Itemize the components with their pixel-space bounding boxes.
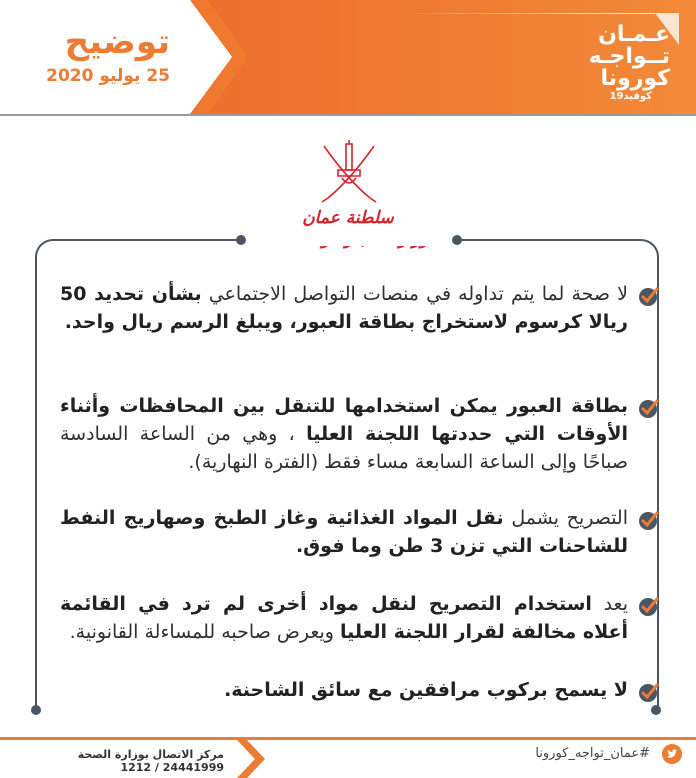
frame-gap bbox=[243, 230, 455, 246]
emphasis-text: لا يسمح بركوب مرافقين مع سائق الشاحنة. bbox=[224, 679, 628, 701]
emphasis-text: استخدام التصريح لنقل مواد أخرى لم ترد في القائمة أعلاه مخالفة لقرار اللجنة العليا bbox=[60, 593, 628, 643]
list-item bbox=[60, 280, 660, 336]
footer-divider bbox=[0, 737, 696, 740]
logo-line-2: تــواجـه bbox=[588, 44, 670, 69]
footer-chevron bbox=[237, 740, 265, 778]
body-text: التصريح يشمل bbox=[503, 507, 628, 529]
page-title: توضيح bbox=[64, 22, 170, 62]
logo-line-1: عـمـان bbox=[598, 22, 670, 47]
page-date: 25 يوليو 2020 bbox=[46, 66, 170, 86]
frame-dot-bottom-right bbox=[651, 705, 661, 715]
list-item bbox=[60, 392, 660, 476]
body-text: لا صحة لما يتم تداوله في منصات التواصل الاجتماعي bbox=[201, 283, 628, 305]
frame-dot-left bbox=[236, 235, 246, 245]
body-text: ويعرض صاحبه للمساءلة القانونية. bbox=[69, 621, 340, 643]
contact-center: مركز الاتصال بوزارة الصحة 24441999 / 1212 bbox=[77, 748, 224, 774]
body-text: يعد bbox=[591, 593, 628, 615]
emphasis-text: بطاقة العبور يمكن استخدامها للتنقل بين المحافظات وأثناء الأوقات التي حددتها اللجنة العليا bbox=[60, 395, 628, 445]
oman-emblem-icon bbox=[318, 140, 380, 206]
list-item bbox=[60, 676, 660, 704]
checkmark-icon bbox=[638, 397, 660, 419]
header-divider bbox=[0, 114, 696, 116]
logo-line-4: كوفيد19 bbox=[609, 91, 652, 102]
emphasis-text: بشأن تحديد 50 ريالا كرسوم لاستخراج بطاقة العبور، ويبلغ الرسم ريال واحد. bbox=[60, 283, 628, 333]
body-text: ، وهي من الساعة السادسة صباحًا وإلى الساعة السابعة مساء فقط (الفترة النهارية). bbox=[60, 423, 628, 473]
checkmark-icon bbox=[638, 595, 660, 617]
list-item bbox=[60, 504, 660, 560]
emphasis-text: نقل المواد الغذائية وغاز الطبخ وصهاريج النفط للشاحنات التي تزن 3 طن وما فوق. bbox=[60, 507, 628, 557]
checkmark-icon bbox=[638, 509, 660, 531]
logo-line-3: كورونا bbox=[600, 66, 670, 91]
twitter-icon[interactable] bbox=[662, 744, 682, 764]
frame-dot-bottom-left bbox=[31, 705, 41, 715]
list-item bbox=[60, 590, 660, 646]
campaign-hashtag[interactable]: #عمان_تواجه_كورونا bbox=[535, 746, 650, 761]
ministry-line-1: سلطنة عمان bbox=[302, 208, 394, 228]
header-banner bbox=[0, 0, 696, 114]
logo-rule bbox=[400, 13, 655, 14]
frame-dot-right bbox=[452, 235, 462, 245]
checkmark-icon bbox=[638, 681, 660, 703]
campaign-logo bbox=[550, 24, 670, 104]
checkmark-icon bbox=[638, 285, 660, 307]
